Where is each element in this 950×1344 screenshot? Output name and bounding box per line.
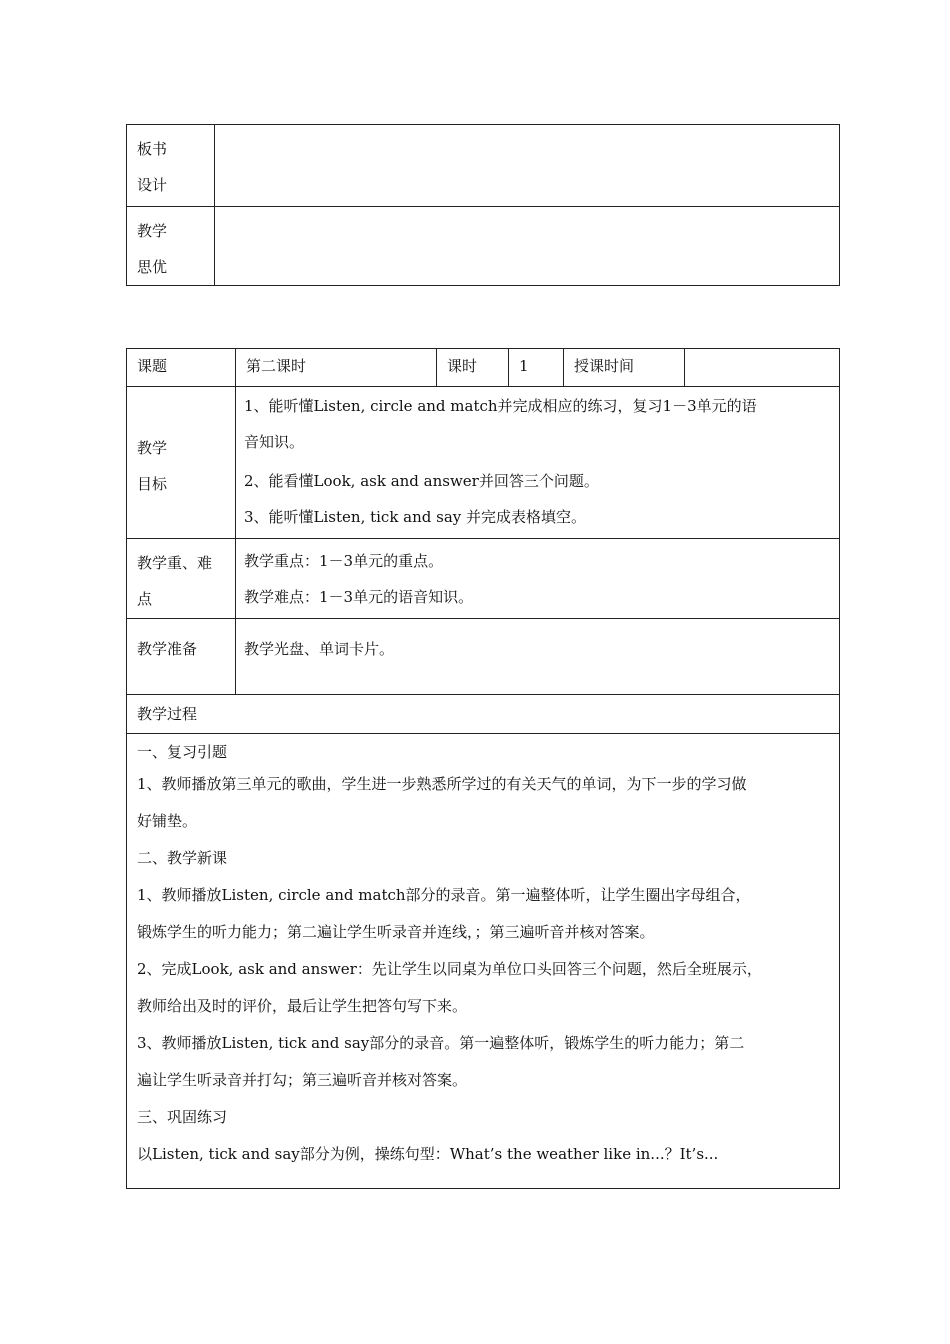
process-line-3: 好铺垫。: [137, 812, 198, 830]
keypoints-row: [127, 539, 840, 619]
period-label: 课时: [437, 349, 509, 387]
reflection-label: [127, 207, 215, 286]
goals-content: [236, 387, 840, 539]
goal-line-2: 2、能看懂Look, ask and answer并回答三个问题。: [244, 472, 599, 490]
prep-row: [127, 619, 840, 695]
process-label: 教学过程: [127, 695, 840, 734]
prep-label: 教学准备: [127, 619, 236, 695]
process-content: [127, 734, 840, 1189]
reflection-label-line2: 思优: [137, 258, 168, 276]
process-line-4: 二、教学新课: [137, 849, 228, 867]
topic-row: [127, 349, 840, 387]
board-design-table: [126, 124, 840, 286]
goals-label: [127, 387, 236, 539]
process-line-10: 遍让学生听录音并打勾；第三遍听音并核对答案。: [137, 1071, 468, 1089]
keypoint-line-2: 教学难点：1－3单元的语音知识。: [244, 588, 474, 606]
goal-line-1-cont: 音知识。: [244, 433, 305, 451]
board-design-label-line2: 设计: [137, 176, 168, 194]
process-line-6: 锻炼学生的听力能力；第二遍让学生听录音并连线，；第三遍听音并核对答案。: [137, 923, 655, 941]
period-value: 1: [509, 349, 564, 387]
keypoints-label: [127, 539, 236, 619]
process-header-row: [127, 695, 840, 734]
process-line-12: 以Listen, tick and say部分为例，操练句型：What’s the weather like in...？It’s...: [137, 1145, 719, 1163]
keypoints-label-line1: 教学重、难: [137, 554, 213, 572]
process-line-9: 3、教师播放Listen, tick and say部分的录音。第一遍整体听，锻炼学生的听力能力；第二: [137, 1034, 745, 1052]
board-design-content: [215, 125, 840, 207]
goals-label-line1: 教学: [137, 438, 168, 457]
time-label: 授课时间: [564, 349, 685, 387]
process-row: [127, 734, 840, 1189]
board-design-row: [127, 125, 840, 207]
process-line-5: 1、教师播放Listen, circle and match部分的录音。第一遍整体听，让学生圈出字母组合，: [137, 886, 751, 904]
board-design-label-line1: 板书: [137, 140, 168, 158]
lesson-plan-table: [126, 348, 840, 1189]
process-line-11: 三、巩固练习: [137, 1108, 228, 1126]
process-line-8: 教师给出及时的评价，最后让学生把答句写下来。: [137, 997, 468, 1015]
reflection-label-line1: 教学: [137, 222, 168, 240]
process-line-2: 1、教师播放第三单元的歌曲，学生进一步熟悉所学过的有关天气的单词，为下一步的学习做: [137, 775, 747, 793]
prep-content: 教学光盘、单词卡片。: [236, 619, 840, 695]
goal-line-1: 1、能听懂Listen, circle and match并完成相应的练习，复习1－3单元的语: [244, 397, 757, 415]
topic-label: 课题: [127, 349, 236, 387]
board-design-label: [127, 125, 215, 207]
goals-label-line2: 目标: [137, 474, 168, 493]
process-line-7: 2、完成Look, ask and answer：先让学生以同桌为单位口头回答三个问题，然后全班展示，: [137, 960, 762, 978]
reflection-row: [127, 207, 840, 286]
goal-line-3: 3、能听懂Listen, tick and say 并完成表格填空。: [244, 508, 587, 526]
keypoint-line-1: 教学重点：1－3单元的重点。: [244, 552, 444, 570]
process-line-1: 一、复习引题: [137, 743, 228, 761]
goals-row: [127, 387, 840, 539]
topic-value: 第二课时: [236, 349, 437, 387]
time-value: [685, 349, 840, 387]
keypoints-label-line2: 点: [137, 590, 153, 608]
reflection-content: [215, 207, 840, 286]
keypoints-content: [236, 539, 840, 619]
